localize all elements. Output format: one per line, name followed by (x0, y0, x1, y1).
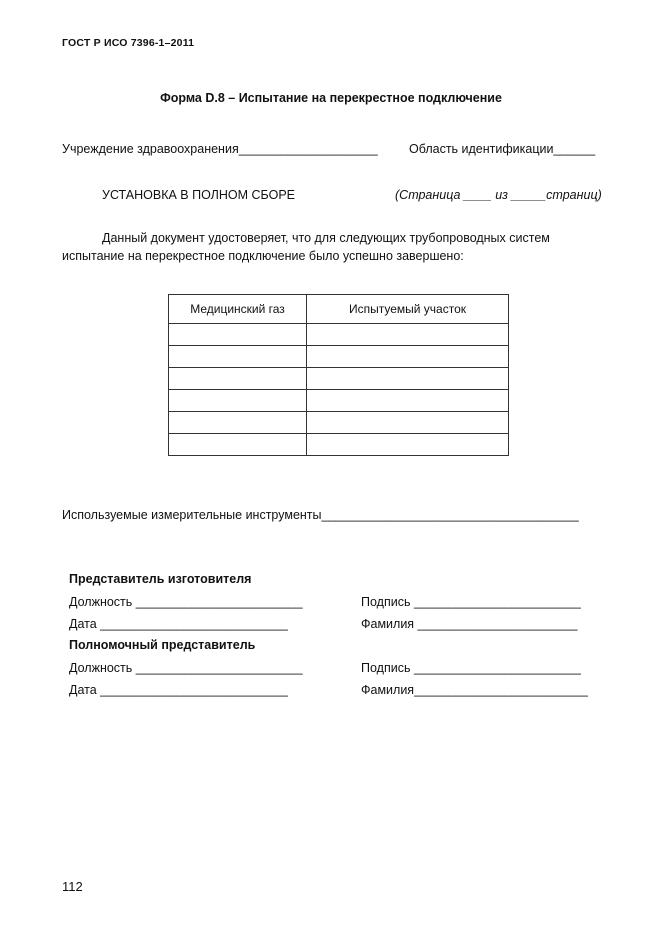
table-cell (307, 346, 509, 368)
manufacturer-position-field: Должность ________________________ (69, 595, 303, 609)
authorized-position-field: Должность ________________________ (69, 661, 303, 675)
table-cell (169, 412, 307, 434)
table-cell (307, 368, 509, 390)
form-title: Форма D.8 – Испытание на перекрестное подключение (160, 91, 502, 105)
manufacturer-rep-heading: Представитель изготовителя (69, 572, 252, 586)
manufacturer-surname-field: Фамилия _______________________ (361, 617, 578, 631)
authorized-rep-heading: Полномочный представитель (69, 638, 256, 652)
institution-field: Учреждение здравоохранения____________________ (62, 142, 378, 156)
table-cell (307, 324, 509, 346)
identification-area-field: Область идентификации______ (409, 142, 596, 156)
table-row (169, 346, 509, 368)
authorized-signature-field: Подпись ________________________ (361, 661, 581, 675)
table-cell (169, 368, 307, 390)
table-cell (169, 324, 307, 346)
page-number: 112 (62, 879, 83, 894)
page-info-field: (Страница ____ из _____страниц) (395, 188, 602, 202)
table-cell (307, 412, 509, 434)
paragraph-text: Данный документ удостоверяет, что для следующих трубопроводных систем испытание на перекрестное подключение было успешно завершено: (62, 231, 550, 263)
instruments-field: Используемые измерительные инструменты_____________________________________ (62, 508, 579, 522)
table-row (169, 390, 509, 412)
manufacturer-signature-field: Подпись ________________________ (361, 595, 581, 609)
table-cell (169, 346, 307, 368)
authorized-date-field: Дата ___________________________ (69, 683, 288, 697)
table-cell (169, 434, 307, 456)
pipeline-table (168, 294, 509, 456)
installation-complete-label: УСТАНОВКА В ПОЛНОМ СБОРЕ (102, 188, 295, 202)
table-cell (169, 390, 307, 412)
document-header: ГОСТ Р ИСО 7396-1–2011 (62, 37, 195, 49)
authorized-surname-field: Фамилия_________________________ (361, 683, 588, 697)
table-row (169, 412, 509, 434)
certification-paragraph (62, 229, 614, 265)
table-row (169, 368, 509, 390)
col-tested-section: Испытуемый участок (307, 295, 509, 324)
col-medical-gas: Медицинский газ (169, 295, 307, 324)
table-cell (307, 390, 509, 412)
manufacturer-date-field: Дата ___________________________ (69, 617, 288, 631)
table-cell (307, 434, 509, 456)
table-row (169, 324, 509, 346)
table-row (169, 434, 509, 456)
